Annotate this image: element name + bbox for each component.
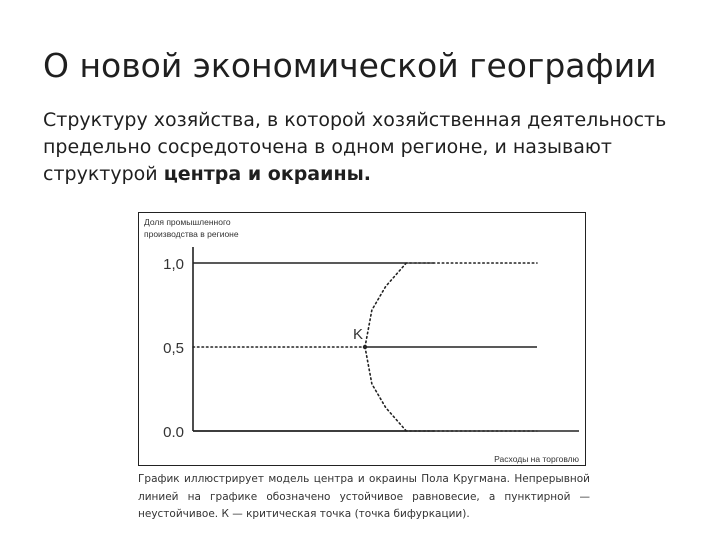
y-axis-label: производства в регионе xyxy=(144,229,239,239)
figure-caption: График иллюстрирует модель центра и окраины Пола Кругмана. Непрерывной линией на графике обозначено устойчивое равновесие, а пунктирной — неустойчивое. К — критическая точка (точка бифуркации). xyxy=(138,473,590,520)
y-tick-label: 1,0 xyxy=(163,256,184,273)
y-tick-label: 0,5 xyxy=(163,340,184,357)
critical-point-marker xyxy=(363,345,367,349)
y-axis-label: Доля промышленного xyxy=(144,217,231,227)
chart-svg xyxy=(139,213,587,467)
x-axis-label: Расходы на торговлю xyxy=(494,454,579,464)
y-tick-label: 0.0 xyxy=(163,424,184,441)
series-line-dotted xyxy=(365,263,434,347)
series-line-dotted xyxy=(365,347,434,431)
body-text: Структуру хозяйства, в которой хозяйственная деятельность предельно сосредоточена в одном регионе, и называют структурой xyxy=(43,109,667,185)
critical-point-label: K xyxy=(352,326,363,343)
slide-title: О новой экономической географии xyxy=(43,46,657,85)
body-text-bold: центра и окраины. xyxy=(163,163,371,185)
krugman-chart xyxy=(138,212,586,466)
slide-body xyxy=(43,107,703,188)
